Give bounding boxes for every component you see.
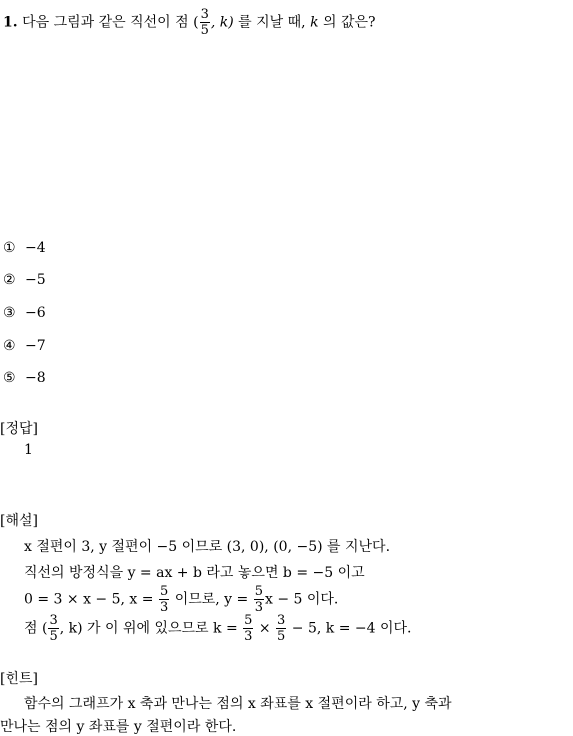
question-text-before: 다음 그림과 같은 직선이 점 ( bbox=[22, 14, 199, 31]
explanation-line-4-d: − 5, k = −4 이다. bbox=[291, 620, 412, 637]
explanation-line-2: 직선의 방정식을 y = ax + b 라고 놓으면 b = −5 이고 bbox=[24, 565, 365, 581]
point-fraction-denominator: 5 bbox=[200, 23, 209, 38]
choice-2-value: −5 bbox=[25, 272, 46, 288]
choice-3-value: −6 bbox=[25, 305, 46, 321]
choice-4-value: −7 bbox=[25, 338, 46, 354]
explanation-line-4-fraction-3-numerator: 3 bbox=[277, 613, 286, 628]
explanation-line-3-fraction-2 bbox=[254, 585, 264, 614]
explanation-line-3-fraction-1-denominator: 3 bbox=[159, 600, 169, 615]
choice-1-value: −4 bbox=[25, 240, 46, 256]
question-text-mid: , k) bbox=[210, 14, 234, 31]
explanation-line-4-fraction-3-denominator: 5 bbox=[277, 629, 286, 644]
question-number: 1. bbox=[3, 14, 18, 31]
choice-5-value: −8 bbox=[25, 370, 46, 386]
hint-label: [힌트] bbox=[0, 671, 38, 687]
explanation-line-3-fraction-1 bbox=[159, 585, 169, 614]
explanation-line-4-fraction-1 bbox=[48, 614, 58, 643]
choice-3[interactable] bbox=[3, 305, 46, 321]
explanation-line-3-a: 0 = 3 × x − 5, x = bbox=[24, 591, 154, 608]
explanation-line-4 bbox=[24, 614, 411, 643]
choice-1[interactable] bbox=[3, 240, 46, 256]
explanation-line-3-fraction-2-denominator: 3 bbox=[254, 600, 263, 615]
choice-1-mark: ① bbox=[3, 240, 16, 256]
explanation-line-4-fraction-2 bbox=[243, 614, 253, 643]
explanation-line-4-fraction-3 bbox=[276, 614, 286, 643]
explanation-line-4-fraction-1-denominator: 5 bbox=[49, 629, 58, 644]
answer-label: [정답] bbox=[0, 421, 38, 437]
explanation-line-4-a: 점 ( bbox=[24, 620, 48, 637]
choice-4-mark: ④ bbox=[3, 338, 16, 354]
explanation-line-4-c: × bbox=[258, 620, 271, 637]
explanation-line-4-fraction-1-numerator: 3 bbox=[49, 613, 58, 628]
question-text-after: 를 지날 때, bbox=[238, 14, 306, 31]
choice-4[interactable] bbox=[3, 338, 46, 354]
explanation-line-3 bbox=[24, 585, 338, 614]
point-fraction bbox=[200, 8, 210, 37]
point-fraction-numerator: 3 bbox=[200, 7, 209, 22]
choice-3-mark: ③ bbox=[3, 305, 16, 321]
choice-5[interactable] bbox=[3, 370, 46, 386]
hint-line-1: 함수의 그래프가 x 축과 만나는 점의 x 좌표를 x 절편이라 하고, y 축과 bbox=[24, 696, 452, 712]
answer-value: 1 bbox=[24, 442, 33, 458]
explanation-line-1: x 절편이 3, y 절편이 −5 이므로 (3, 0), (0, −5) 를 지난다. bbox=[24, 539, 391, 555]
explanation-line-4-fraction-2-denominator: 3 bbox=[244, 629, 253, 644]
choice-2-mark: ② bbox=[3, 272, 16, 288]
choice-2[interactable] bbox=[3, 272, 46, 288]
choice-5-mark: ⑤ bbox=[3, 370, 16, 386]
explanation-line-4-fraction-2-numerator: 5 bbox=[244, 613, 253, 628]
question-var-k: k bbox=[310, 14, 319, 31]
question-text-end: 의 값은? bbox=[323, 14, 376, 31]
hint-line-2: 만나는 점의 y 좌표를 y 절편이라 한다. bbox=[0, 719, 237, 735]
question-line bbox=[3, 8, 376, 37]
explanation-line-3-fraction-1-numerator: 5 bbox=[159, 584, 169, 599]
explanation-line-3-fraction-2-numerator: 5 bbox=[254, 584, 263, 599]
explanation-label: [해설] bbox=[0, 513, 38, 529]
explanation-line-4-b: , k) 가 이 위에 있으므로 k = bbox=[59, 620, 238, 637]
explanation-line-3-c: x − 5 이다. bbox=[264, 591, 339, 608]
explanation-line-3-b: 이므로, y = bbox=[174, 591, 249, 608]
